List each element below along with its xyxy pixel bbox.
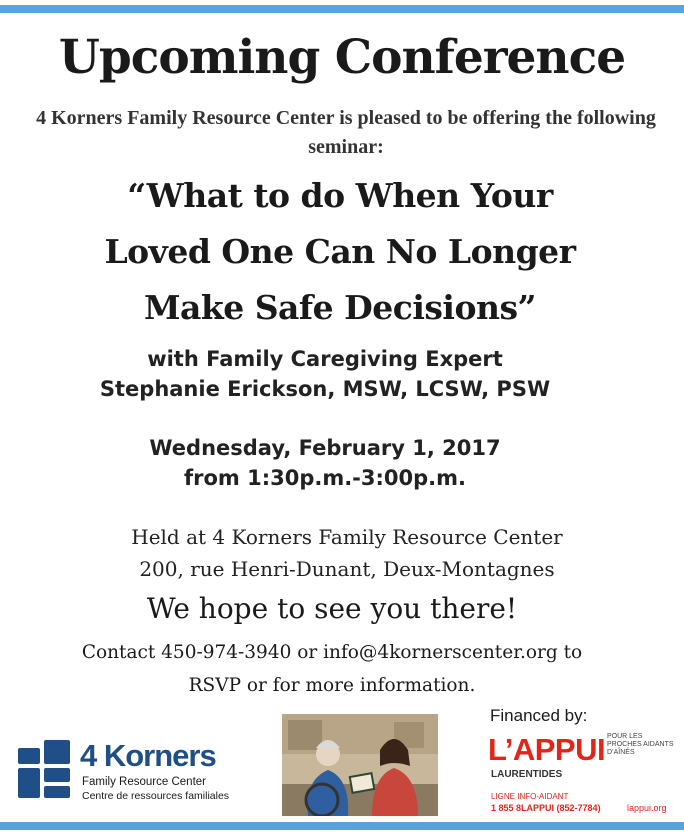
lappui-site: lappui.org <box>627 803 667 813</box>
4korners-logo <box>16 732 241 807</box>
time-line: from 1:30p.m.-3:00p.m. <box>183 466 467 490</box>
lappui-tagline: POUR LES PROCHES AIDANTS D’AÎNÉS <box>607 733 674 756</box>
seminar-title-line: Loved One Can No Longer <box>104 232 576 271</box>
venue-line: Held at 4 Korners Family Resource Center <box>131 525 563 549</box>
seminar-title <box>5 168 675 336</box>
event-date <box>0 433 650 493</box>
caregiver-photo <box>282 714 438 816</box>
4korners-subtitle-en: Family Resource Center <box>82 776 206 788</box>
bottom-border-bar <box>0 822 684 830</box>
intro-text: 4 Korners Family Resource Center is pleased to be offering the following seminar: <box>36 107 656 158</box>
financed-by-label: Financed by: <box>490 706 588 725</box>
4korners-name: 4 Korners <box>80 738 216 773</box>
top-border-bar <box>0 5 684 13</box>
date-line: Wednesday, February 1, 2017 <box>149 436 501 460</box>
4korners-subtitle-fr: Centre de ressources familiales <box>82 790 230 802</box>
helpline-phone: 1 855 8LAPPUI (852-7784) <box>491 803 601 813</box>
map-squares-icon <box>16 736 76 806</box>
closing-message: We hope to see you there! <box>146 592 518 625</box>
venue-info <box>0 521 684 585</box>
page-title: Upcoming Conference <box>58 30 626 85</box>
seminar-title-line: Make Safe Decisions” <box>143 288 537 327</box>
expert-name: Stephanie Erickson, MSW, LCSW, PSW <box>99 377 551 401</box>
expert-line: with Family Caregiving Expert <box>147 347 503 371</box>
helpline-label: LIGNE INFO-AIDANT <box>491 792 569 801</box>
seminar-title-line: “What to do When Your <box>127 176 553 215</box>
lappui-region: LAURENTIDES <box>491 769 563 780</box>
contact-info <box>0 636 664 702</box>
contact-line: RSVP or for more information. <box>188 675 476 696</box>
expert-info <box>15 344 635 404</box>
contact-line: Contact 450-974-3940 or info@4kornerscenter.org to <box>81 642 583 663</box>
lappui-logo: L’APPUI <box>488 732 606 767</box>
address-line: 200, rue Henri-Dunant, Deux-Montagnes <box>139 557 555 581</box>
